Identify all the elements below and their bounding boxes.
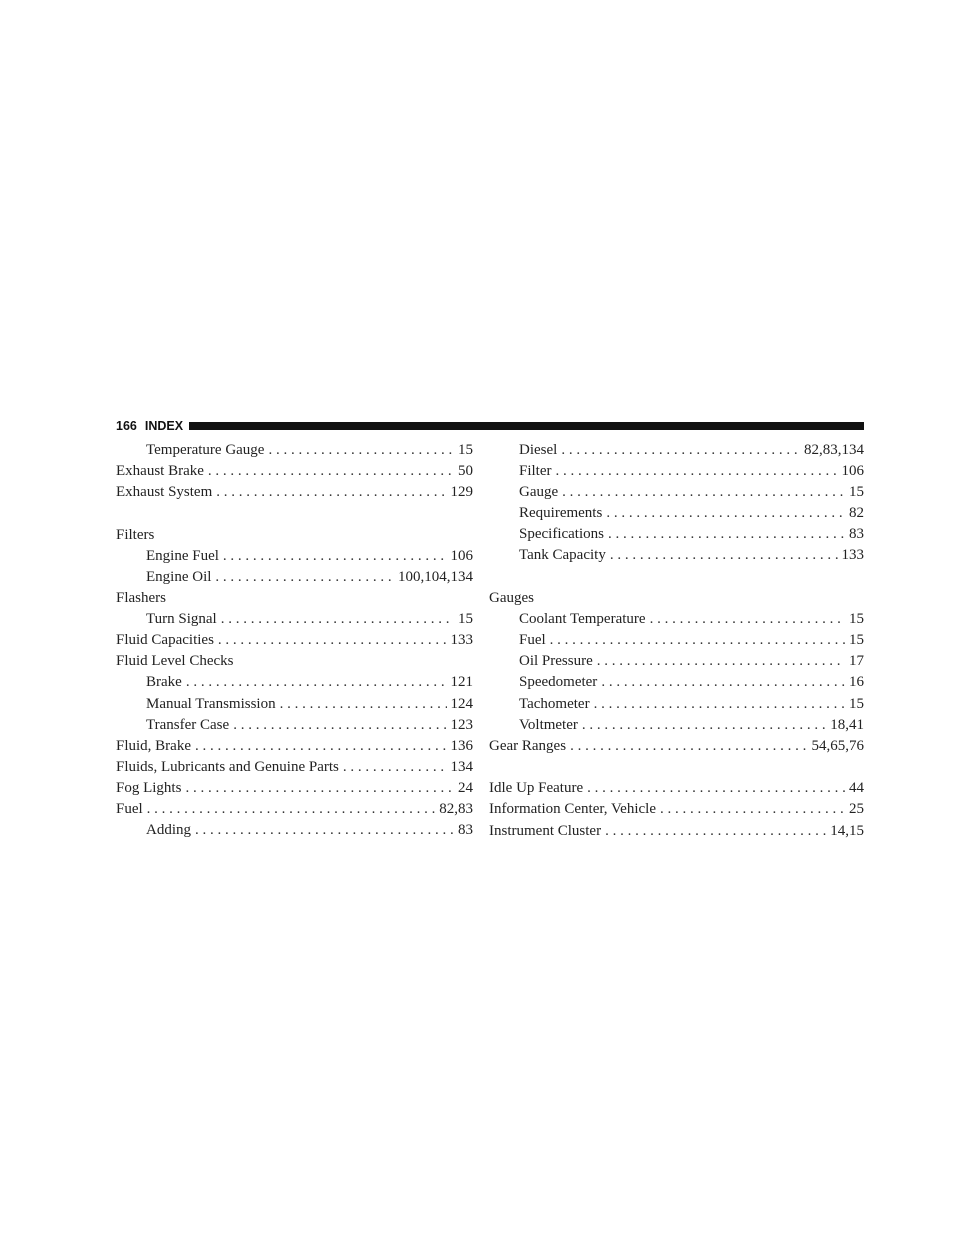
entry-pages: 83 (849, 526, 864, 543)
entry-pages: 17 (849, 653, 864, 670)
entry-pages: 82,83 (439, 801, 473, 817)
entry-label: Gear Ranges (489, 737, 567, 754)
entry-label: Fuel (116, 801, 143, 817)
entry-label: Exhaust Brake (116, 463, 204, 480)
index-subentry (116, 546, 473, 567)
index-subentry (489, 715, 864, 736)
dot-leader (208, 461, 454, 482)
entry-label: Diesel (519, 442, 558, 458)
index-subentry (489, 524, 864, 545)
index-column-left (116, 440, 473, 841)
dot-leader (195, 736, 447, 757)
dot-leader (587, 778, 845, 799)
dot-leader (561, 440, 800, 461)
entry-pages: 121 (450, 674, 473, 691)
index-subentry (489, 694, 864, 715)
index-subentry (116, 820, 473, 841)
dot-leader (268, 440, 454, 461)
index-entry (489, 736, 864, 757)
dot-leader (608, 524, 845, 545)
dot-leader (195, 820, 454, 841)
entry-label: Instrument Cluster (489, 822, 602, 839)
index-heading: Gauges (489, 590, 534, 607)
index-subentry (489, 503, 864, 524)
index-entry (116, 757, 473, 778)
dot-leader (185, 778, 454, 799)
entry-label: Requirements (519, 505, 603, 522)
entry-pages: 44 (849, 780, 864, 797)
entry-label: Idle Up Feature (489, 780, 584, 797)
entry-pages: 83 (458, 822, 473, 839)
entry-label: Adding (146, 822, 191, 839)
index-subentry (116, 567, 473, 588)
entry-label: Engine Fuel (146, 547, 219, 564)
index-heading: Fluid Level Checks (116, 653, 234, 670)
index-entry (489, 799, 864, 820)
dot-leader (550, 630, 845, 651)
entry-label: Speedometer (519, 674, 598, 691)
index-subentry (489, 482, 864, 503)
entry-label: Brake (146, 674, 182, 691)
index-subentry (116, 609, 473, 630)
entry-label: Filter (519, 463, 552, 480)
entry-pages: 15 (849, 695, 864, 712)
index-entry (116, 778, 473, 799)
entry-pages: 24 (458, 779, 473, 796)
section-title: INDEX (144, 419, 184, 433)
entry-label: Temperature Gauge (146, 442, 265, 458)
entry-label: Gauge (519, 484, 559, 501)
entry-label: Coolant Temperature (519, 611, 646, 628)
dot-leader (147, 799, 436, 820)
index-entry (116, 482, 473, 503)
index-subentry (489, 651, 864, 672)
entry-pages: 14,15 (830, 822, 864, 839)
index-subentry (489, 545, 864, 566)
entry-pages: 15 (458, 442, 473, 458)
index-subentry (116, 440, 473, 461)
index-heading: Flashers (116, 590, 166, 607)
dot-leader (280, 694, 447, 715)
entry-label: Fluid Capacities (116, 632, 214, 649)
index-subentry (116, 694, 473, 715)
dot-leader (216, 482, 446, 503)
index-column-right (489, 440, 864, 842)
dot-leader (221, 609, 454, 630)
entry-pages: 82,83,134 (804, 442, 864, 458)
section-gap (116, 503, 473, 525)
entry-label: Fog Lights (116, 779, 182, 796)
entry-label: Fuel (519, 632, 546, 649)
entry-label: Exhaust System (116, 484, 213, 501)
entry-pages: 18,41 (830, 716, 864, 733)
entry-pages: 54,65,76 (811, 737, 864, 754)
entry-label: Tachometer (519, 695, 590, 712)
dot-leader (582, 715, 826, 736)
dot-leader (556, 461, 838, 482)
entry-pages: 15 (458, 611, 473, 628)
entry-label: Transfer Case (146, 716, 230, 733)
dot-leader (215, 567, 394, 588)
index-entry (116, 461, 473, 482)
dot-leader (233, 715, 446, 736)
page-number: 166 (116, 419, 137, 433)
entry-pages: 106 (450, 547, 473, 564)
dot-leader (650, 609, 845, 630)
entry-pages: 133 (841, 547, 864, 564)
entry-label: Information Center, Vehicle (489, 801, 656, 818)
entry-label: Turn Signal (146, 611, 217, 628)
index-subentry (489, 672, 864, 693)
entry-label: Specifications (519, 526, 604, 543)
dot-leader (610, 545, 838, 566)
dot-leader (570, 736, 807, 757)
page-header (116, 416, 864, 436)
dot-leader (186, 672, 447, 693)
entry-pages: 123 (450, 716, 473, 733)
entry-pages: 25 (849, 801, 864, 818)
section-gap (489, 757, 864, 779)
entry-pages: 129 (450, 484, 473, 501)
header-rule (189, 422, 864, 430)
index-entry (489, 778, 864, 799)
entry-label: Voltmeter (519, 716, 578, 733)
entry-label: Fluid, Brake (116, 737, 191, 754)
index-entry (116, 630, 473, 651)
entry-pages: 16 (849, 674, 864, 691)
dot-leader (601, 672, 845, 693)
index-subentry (116, 715, 473, 736)
section-gap (489, 567, 864, 589)
entry-pages: 82 (849, 505, 864, 522)
entry-pages: 15 (849, 632, 864, 649)
entry-pages: 124 (450, 695, 473, 712)
index-heading: Filters (116, 526, 155, 543)
entry-pages: 15 (849, 611, 864, 628)
dot-leader (223, 546, 447, 567)
dot-leader (562, 482, 845, 503)
dot-leader (597, 651, 845, 672)
index-entry (116, 799, 473, 820)
entry-pages: 50 (458, 463, 473, 480)
index-subentry (489, 440, 864, 461)
dot-leader (343, 757, 447, 778)
index-entry (489, 821, 864, 842)
entry-pages: 136 (450, 737, 473, 754)
dot-leader (606, 503, 845, 524)
dot-leader (594, 694, 845, 715)
entry-pages: 134 (450, 758, 473, 775)
entry-pages: 106 (841, 463, 864, 480)
entry-pages: 100,104,134 (398, 568, 473, 585)
entry-label: Fluids, Lubricants and Genuine Parts (116, 758, 339, 775)
entry-label: Oil Pressure (519, 653, 593, 670)
index-subentry (116, 672, 473, 693)
dot-leader (660, 799, 845, 820)
index-subentry (489, 609, 864, 630)
dot-leader (605, 821, 826, 842)
entry-pages: 15 (849, 484, 864, 501)
index-subentry (489, 630, 864, 651)
index-subentry (489, 461, 864, 482)
entry-label: Tank Capacity (519, 547, 606, 564)
entry-label: Manual Transmission (146, 695, 276, 712)
entry-pages: 133 (450, 632, 473, 649)
index-entry (116, 736, 473, 757)
entry-label: Engine Oil (146, 568, 212, 585)
dot-leader (218, 630, 447, 651)
